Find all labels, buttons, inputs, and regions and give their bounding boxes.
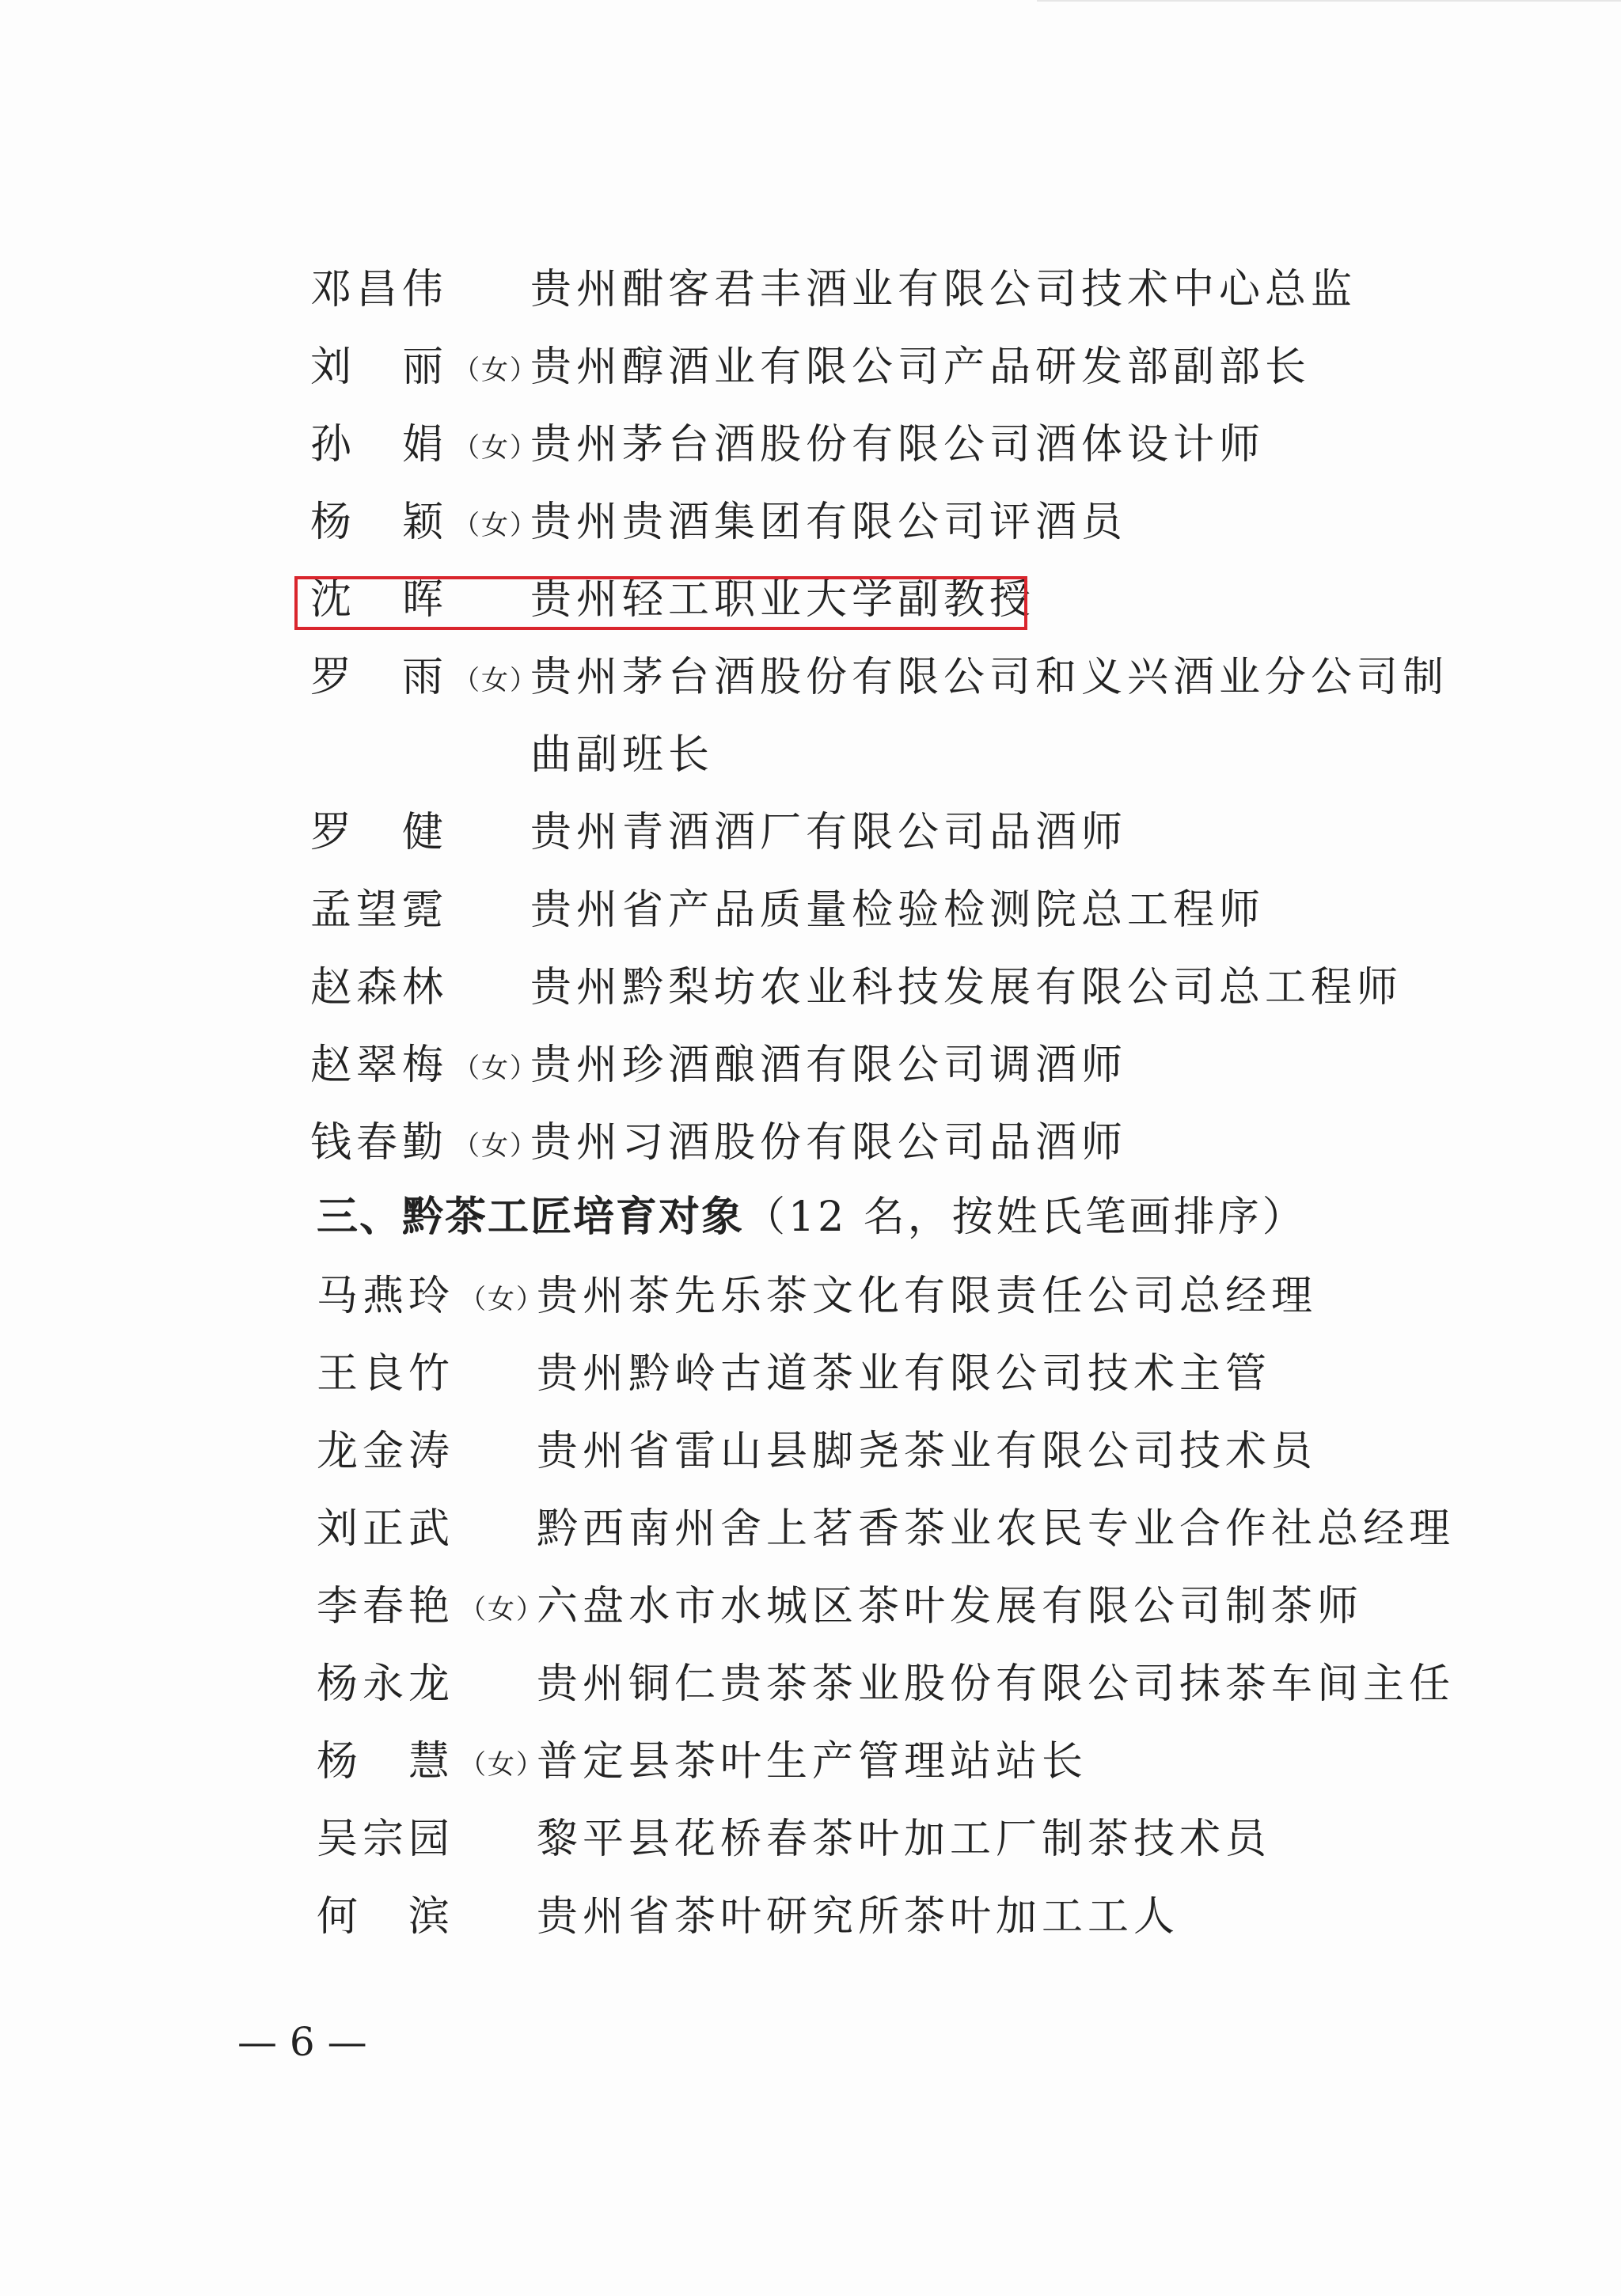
person-name: 罗 健	[310, 809, 449, 856]
red-highlight-box	[294, 576, 1027, 630]
list-item	[317, 1414, 1425, 1490]
person-name: 刘 丽	[310, 343, 449, 391]
gender-note: （女）	[453, 355, 538, 386]
person-name: 赵森林	[310, 964, 449, 1011]
person-title: 贵州省产品质量检验检测院总工程师	[530, 886, 1266, 934]
person-title: 六盘水市水城区茶叶发展有限公司制茶师	[537, 1583, 1364, 1630]
gender-note: （女）	[453, 510, 538, 541]
gender-note: （女）	[459, 1594, 545, 1626]
section-heading	[317, 1179, 1307, 1255]
person-title: 贵州茅台酒股份有限公司酒体设计师	[530, 421, 1266, 469]
list-item	[310, 1105, 1418, 1181]
person-name: 何 滨	[317, 1893, 455, 1941]
person-title: 贵州黔梨坊农业科技发展有限公司总工程师	[530, 964, 1403, 1011]
list-item	[317, 1801, 1425, 1877]
section-title: 三、黔茶工匠培育对象	[317, 1194, 745, 1241]
person-title: 普定县茶叶生产管理站站长	[537, 1738, 1088, 1786]
person-title-continuation: 曲副班长	[530, 731, 715, 779]
person-title: 黎平县花桥春茶叶加工厂制茶技术员	[537, 1816, 1272, 1863]
list-item	[310, 329, 1418, 405]
person-name: 王良竹	[317, 1350, 455, 1398]
gender-note: （女）	[453, 1053, 538, 1084]
person-name: 杨永龙	[317, 1660, 455, 1708]
person-name: 马燕玲	[317, 1273, 455, 1320]
person-title: 贵州酣客君丰酒业有限公司技术中心总监	[530, 266, 1357, 313]
person-title: 贵州轻工职业大学副教授	[530, 576, 1036, 624]
list-item	[310, 950, 1418, 1026]
list-item	[310, 1027, 1418, 1103]
gender-note: （女）	[459, 1749, 545, 1781]
person-name: 龙金涛	[317, 1428, 455, 1475]
list-item	[310, 639, 1449, 715]
list-item	[317, 1336, 1425, 1412]
person-title: 贵州省雷山县脚尧茶业有限公司技术员	[537, 1428, 1318, 1475]
person-title: 贵州黔岭古道茶业有限公司技术主管	[537, 1350, 1272, 1398]
list-item	[310, 872, 1418, 948]
list-item	[317, 1724, 1425, 1800]
person-title: 贵州醇酒业有限公司产品研发部副部长	[530, 343, 1312, 391]
list-item	[310, 252, 1418, 328]
person-name: 吴宗园	[317, 1816, 455, 1863]
list-item	[317, 1569, 1425, 1645]
person-title: 贵州茶先乐茶文化有限责任公司总经理	[537, 1273, 1318, 1320]
person-title: 贵州省茶叶研究所茶叶加工工人	[537, 1893, 1180, 1941]
gender-note: （女）	[453, 432, 538, 464]
person-name: 孙 娟	[310, 421, 449, 469]
list-item	[317, 1258, 1425, 1334]
person-name: 钱春勤	[310, 1119, 449, 1167]
list-item	[310, 795, 1418, 871]
person-name: 邓昌伟	[310, 266, 449, 313]
person-name: 杨 慧	[317, 1738, 455, 1786]
person-name: 赵翠梅	[310, 1042, 449, 1089]
gender-note: （女）	[459, 1284, 545, 1315]
person-title: 贵州珍酒酿酒有限公司调酒师	[530, 1042, 1128, 1089]
gender-note: （女）	[453, 1130, 538, 1162]
person-name: 罗 雨	[310, 654, 449, 701]
person-title: 贵州贵酒集团有限公司评酒员	[530, 499, 1128, 546]
person-title: 黔西南州舍上茗香茶业农民专业合作社总经理	[537, 1505, 1456, 1553]
scan-edge-line	[1037, 0, 1621, 2]
list-item	[317, 1879, 1425, 1955]
page-number: — 6 —	[237, 2019, 367, 2065]
list-item	[310, 407, 1418, 483]
person-title: 贵州习酒股份有限公司品酒师	[530, 1119, 1128, 1167]
person-name: 李春艳	[317, 1583, 455, 1630]
list-item	[310, 484, 1418, 560]
person-title: 贵州铜仁贵茶茶业股份有限公司抹茶车间主任	[537, 1660, 1456, 1708]
section-note: （12 名，按姓氏笔画排序）	[744, 1194, 1307, 1241]
person-title: 贵州茅台酒股份有限公司和义兴酒业分公司制	[530, 654, 1449, 701]
person-name: 孟望霓	[310, 886, 449, 934]
gender-note: （女）	[453, 665, 538, 696]
list-item	[317, 1491, 1456, 1567]
person-title: 贵州青酒酒厂有限公司品酒师	[530, 809, 1128, 856]
person-name: 沈 晖	[310, 576, 449, 624]
person-name: 刘正武	[317, 1505, 455, 1553]
person-name: 杨 颖	[310, 499, 449, 546]
list-item	[317, 1646, 1456, 1722]
